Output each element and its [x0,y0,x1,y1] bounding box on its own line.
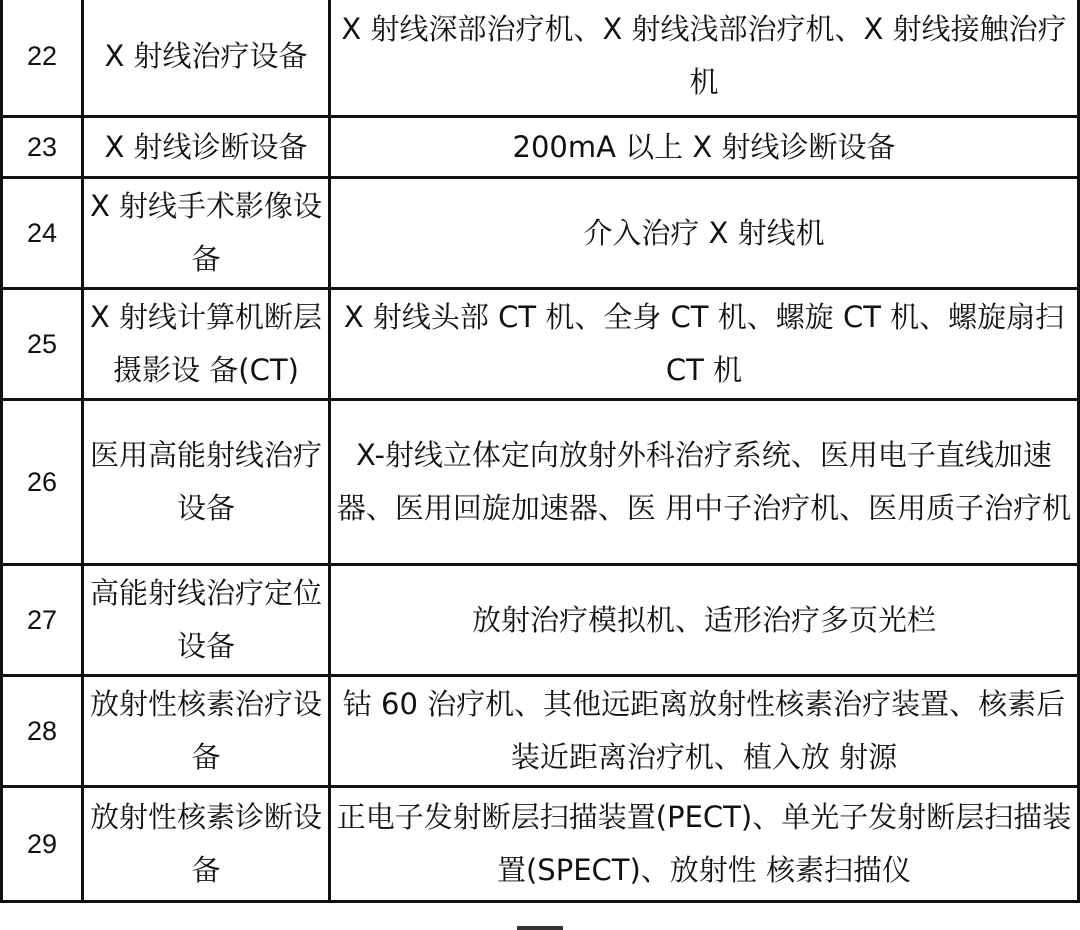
equipment-category: X 射线治疗设备 [83,0,330,117]
row-number: 27 [2,565,83,676]
table-row [2,0,1079,117]
row-number: 25 [2,289,83,400]
equipment-category: X 射线手术影像设备 [83,178,330,289]
equipment-category: X 射线计算机断层摄影设 备(CT) [83,289,330,400]
table-row [2,117,1079,178]
row-number: 28 [2,676,83,787]
equipment-category: X 射线诊断设备 [83,117,330,178]
page-edge-mark [517,926,563,930]
table-row [2,565,1079,676]
row-number: 22 [2,0,83,117]
row-number: 26 [2,400,83,565]
equipment-description: 钴 60 治疗机、其他远距离放射性核素治疗装置、核素后装近距离治疗机、植入放 射源 [330,676,1079,787]
equipment-description: 介入治疗 X 射线机 [330,178,1079,289]
row-number: 29 [2,787,83,902]
equipment-description: 正电子发射断层扫描装置(PECT)、单光子发射断层扫描装置(SPECT)、放射性 核素扫描仪 [330,787,1079,902]
equipment-category: 放射性核素诊断设备 [83,787,330,902]
equipment-description: X 射线头部 CT 机、全身 CT 机、螺旋 CT 机、螺旋扇扫 CT 机 [330,289,1079,400]
row-number: 24 [2,178,83,289]
table-row [2,178,1079,289]
table-row [2,787,1079,902]
row-number: 23 [2,117,83,178]
table-row [2,289,1079,400]
table-row [2,400,1079,565]
table-row [2,676,1079,787]
equipment-category: 高能射线治疗定位设备 [83,565,330,676]
equipment-category: 医用高能射线治疗设备 [83,400,330,565]
equipment-description: 200mA 以上 X 射线诊断设备 [330,117,1079,178]
equipment-description: X 射线深部治疗机、X 射线浅部治疗机、X 射线接触治疗机 [330,0,1079,117]
equipment-description: X-射线立体定向放射外科治疗系统、医用电子直线加速器、医用回旋加速器、医 用中子治疗机、医用质子治疗机 [330,400,1079,565]
equipment-category: 放射性核素治疗设备 [83,676,330,787]
equipment-description: 放射治疗模拟机、适形治疗多页光栏 [330,565,1079,676]
